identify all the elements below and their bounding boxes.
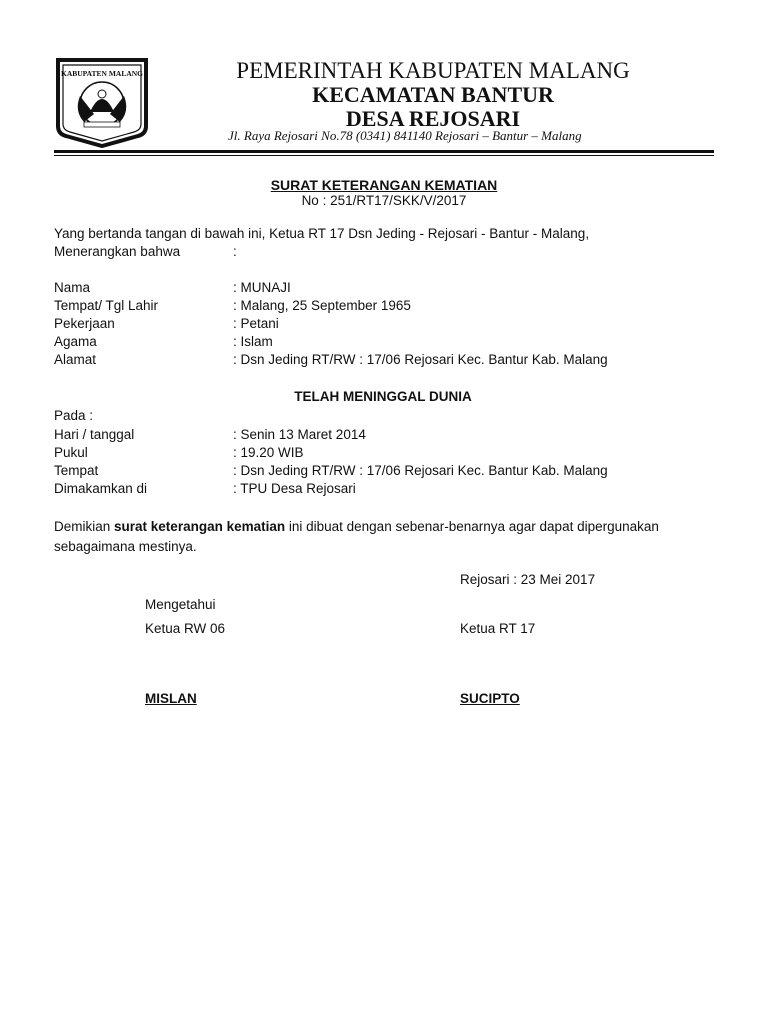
death-status-heading: TELAH MENINGGAL DUNIA [294,389,472,404]
field-value-alamat: : Dsn Jeding RT/RW : 17/06 Rejosari Kec. Bantur Kab. Malang [233,352,608,367]
letter-number: No : 251/RT17/SKK/V/2017 [301,193,467,208]
right-signer-role: Ketua RT 17 [460,621,536,636]
intro-menerangkan-colon: : [233,244,237,259]
field-value-agama: : Islam [233,334,273,349]
field-value-dimakamkan: : TPU Desa Rejosari [233,481,356,496]
left-signer-role: Ketua RW 06 [145,621,226,636]
field-label-tempat-tgl-lahir: Tempat/ Tgl Lahir [54,298,159,313]
header-divider-thick [54,150,714,153]
header-divider-thin [54,155,714,156]
header-address: Jl. Raya Rejosari No.78 (0341) 841140 Rejosari – Bantur – Malang [228,128,582,143]
field-label-nama: Nama [54,280,91,295]
field-value-pekerjaan: : Petani [233,316,279,331]
intro-menerangkan-label: Menerangkan bahwa [54,244,181,259]
place-date: Rejosari : 23 Mei 2017 [460,572,596,587]
closing-bold: surat keterangan kematian [114,519,286,534]
intro-text: Yang bertanda tangan di bawah ini, Ketua RT 17 Dsn Jeding - Rejosari - Bantur - Malang, [54,226,590,241]
field-label-hari-tanggal: Hari / tanggal [54,427,135,442]
mengetahui-label: Mengetahui [145,597,216,612]
field-value-pukul: : 19.20 WIB [233,445,304,460]
closing-post: ini dibuat dengan sebenar-benarnya agar dapat dipergunakan sebagaimana mestinya. [54,519,659,554]
field-label-agama: Agama [54,334,97,349]
letter-title: SURAT KETERANGAN KEMATIAN [270,177,498,193]
field-label-pekerjaan: Pekerjaan [54,316,115,331]
field-value-hari-tanggal: : Senin 13 Maret 2014 [233,427,366,442]
pada-label: Pada : [54,408,94,423]
closing-paragraph [54,517,714,557]
header-district: KECAMATAN BANTUR [312,82,554,107]
field-value-tempat: : Dsn Jeding RT/RW : 17/06 Rejosari Kec. Bantur Kab. Malang [233,463,608,478]
field-label-tempat: Tempat [54,463,99,478]
right-signer-name: SUCIPTO [460,691,520,706]
field-label-dimakamkan: Dimakamkan di [54,481,148,496]
field-value-tempat-tgl-lahir: : Malang, 25 September 1965 [233,298,411,313]
field-value-nama: : MUNAJI [233,280,291,295]
field-label-pukul: Pukul [54,445,88,460]
closing-pre: Demikian [54,519,115,534]
header-village: DESA REJOSARI [345,106,521,131]
left-signer-name: MISLAN [145,691,197,706]
header-government: PEMERINTAH KABUPATEN MALANG [236,58,630,83]
field-label-alamat: Alamat [54,352,97,367]
svg-text:KABUPATEN MALANG: KABUPATEN MALANG [60,69,144,78]
